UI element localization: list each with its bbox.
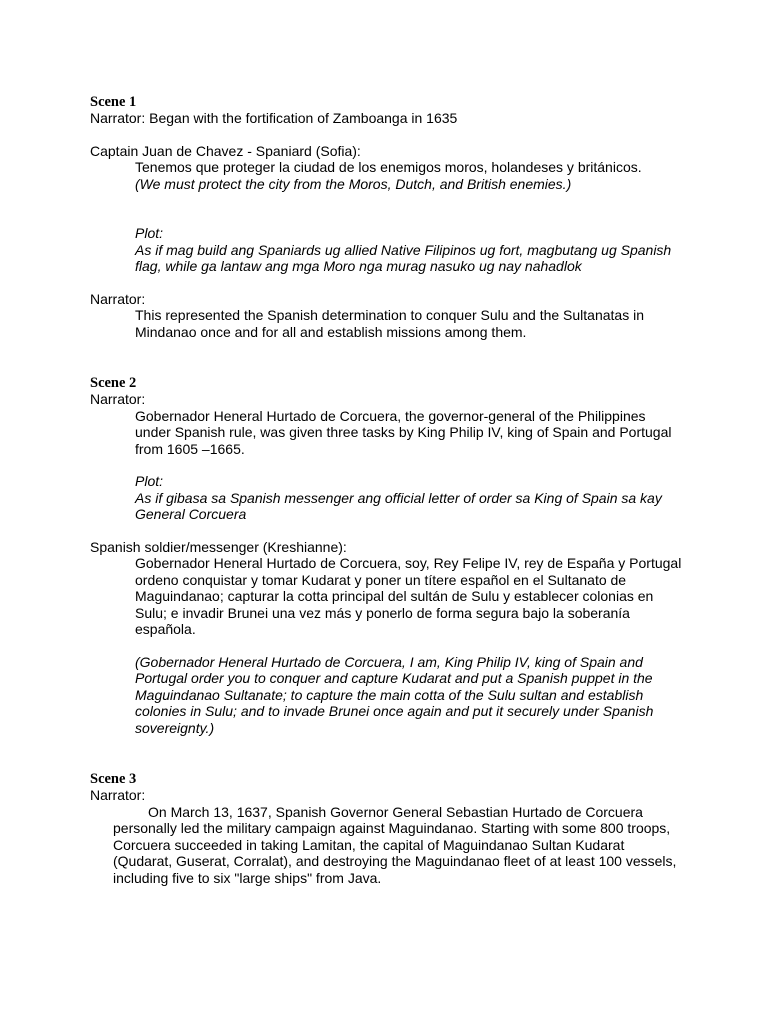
messenger-spanish-line-3: Maguindanao; capturar la cotta principal del sultán de Sulu y establecer colonias en (135, 588, 654, 604)
scene-2-heading: Scene 2 (90, 375, 137, 391)
scene-1-plot-line-1: As if mag build ang Spaniards ug allied Native Filipinos ug fort, magbutang ug Spanish (135, 241, 672, 258)
scene-3-narrator-line-5: including five to six "large ships" from Java. (113, 869, 382, 886)
scene-3-narrator-speaker: Narrator: (90, 787, 146, 803)
scene-2-plot-label: Plot: (135, 473, 164, 489)
scene-2-narrator-line-1: Gobernador Heneral Hurtado de Corcuera, the governor-general of the Philippines (135, 407, 646, 424)
scene-3-narrator-line-4: (Qudarat, Guserat, Corralat), and destroying the Maguindanao fleet of at least 100 vessels, (113, 853, 677, 869)
scene-3-narrator-line-2: personally led the military campaign against Maguindanao. Starting with some 800 troops, (113, 820, 671, 836)
messenger-english-line-5: sovereignty.) (135, 719, 215, 736)
scene-1-narrator-line: Narrator: Began with the fortification of Zamboanga in 1635 (90, 110, 458, 126)
scene-1-plot-line-2: flag, while ga lantaw ang mga Moro nga murag nasuko ug nay nahadlok (135, 258, 582, 274)
scene-1-heading: Scene 1 (90, 94, 137, 110)
captain-speaker: Captain Juan de Chavez - Spaniard (Sofia): (90, 142, 361, 159)
scene-1-narrator-2-line-2: Mindanao once and for all and establish missions among them. (135, 323, 527, 340)
scene-3-narrator-line-1: On March 13, 1637, Spanish Governor General Sebastian Hurtado de Corcuera (148, 803, 643, 820)
messenger-spanish-line-2: ordeno conquistar y tomar Kudarat y poner un títere español en el Sultanato de (135, 571, 627, 588)
messenger-spanish-line-5: española. (135, 621, 196, 637)
scene-2-plot-line-1: As if gibasa sa Spanish messenger ang official letter of order sa King of Spain sa kay (135, 489, 662, 506)
messenger-spanish-line-4: Sulu; e invadir Brunei una vez más y ponerlo de forma segura bajo la soberanía (135, 604, 630, 621)
captain-spanish-line: Tenemos que proteger la ciudad de los enemigos moros, holandeses y británicos. (135, 159, 642, 175)
scene-2-narrator-line-3: from 1605 –1665. (135, 440, 245, 457)
scene-1-plot-label: Plot: (135, 225, 164, 241)
messenger-english-line-2: Portugal order you to conquer and capture Kudarat and put a Spanish puppet in the (135, 670, 653, 686)
captain-english-line: (We must protect the city from the Moros, Dutch, and British enemies.) (135, 175, 572, 192)
scene-2-narrator-line-2: under Spanish rule, was given three tasks by King Philip IV, king of Spain and Portugal (135, 424, 672, 440)
document-page (90, 94, 690, 886)
scene-3-heading: Scene 3 (90, 771, 137, 787)
scene-2-plot-line-2: General Corcuera (135, 506, 247, 522)
messenger-english-line-1: (Gobernador Heneral Hurtado de Corcuera, I am, King Philip IV, king of Spain and (135, 653, 643, 670)
messenger-spanish-line-1: Gobernador Heneral Hurtado de Corcuera, soy, Rey Felipe IV, rey de España y Portugal (135, 555, 682, 571)
scene-2-narrator-speaker: Narrator: (90, 391, 146, 407)
scene-1-narrator-2-line-1: This represented the Spanish determination to conquer Sulu and the Sultanatas in (135, 307, 644, 323)
messenger-english-line-4: colonies in Sulu; and to invade Brunei once again and put it securely under Spanish (135, 703, 654, 719)
scene-3-narrator-line-3: Corcuera succeeded in taking Lamitan, the capital of Maguindanao Sultan Kudarat (113, 836, 625, 853)
messenger-speaker: Spanish soldier/messenger (Kreshianne): (90, 538, 347, 555)
scene-1-narrator-2-speaker: Narrator: (90, 290, 146, 307)
messenger-english-line-3: Maguindanao Sultanate; to capture the main cotta of the Sulu sultan and establish (135, 686, 644, 703)
